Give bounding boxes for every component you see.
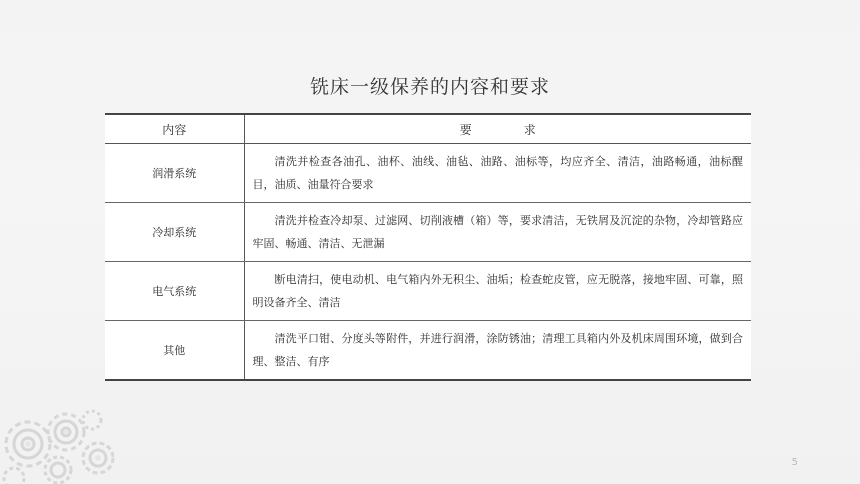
maintenance-table-container (105, 113, 751, 380)
table-row (105, 144, 751, 203)
row-requirement: 清洗并检查冷却泵、过滤网、切削液槽（箱）等，要求清洁，无铁屑及沉淀的杂物，冷却管路应牢固、畅通、清洁、无泄漏 (244, 203, 751, 262)
header-content: 内容 (105, 114, 244, 144)
table-row (105, 321, 751, 381)
table-row (105, 262, 751, 321)
row-category: 电气系统 (105, 262, 244, 321)
page-number: 5 (791, 457, 798, 468)
row-category: 冷却系统 (105, 203, 244, 262)
header-requirement (244, 114, 751, 144)
table-row (105, 203, 751, 262)
gears-icon (0, 392, 150, 484)
table-header-row (105, 114, 751, 144)
row-requirement: 断电清扫，使电动机、电气箱内外无积尘、油垢；检查蛇皮管，应无脱落，接地牢固、可靠，照明设备齐全、清洁 (244, 262, 751, 321)
row-category: 润滑系统 (105, 144, 244, 203)
row-category: 其他 (105, 321, 244, 381)
row-requirement: 清洗平口钳、分度头等附件，并进行润滑，涂防锈油；清理工具箱内外及机床周围环境，做到合理、整洁、有序 (244, 321, 751, 381)
slide-title: 铣床一级保养的内容和要求 (309, 76, 550, 98)
row-requirement: 清洗并检查各油孔、油杯、油线、油毡、油路、油标等，均应齐全、清洁，油路畅通，油标醒目，油质、油量符合要求 (244, 144, 751, 203)
maintenance-table (105, 113, 751, 381)
header-requirement-label: 要 求 (459, 122, 556, 137)
